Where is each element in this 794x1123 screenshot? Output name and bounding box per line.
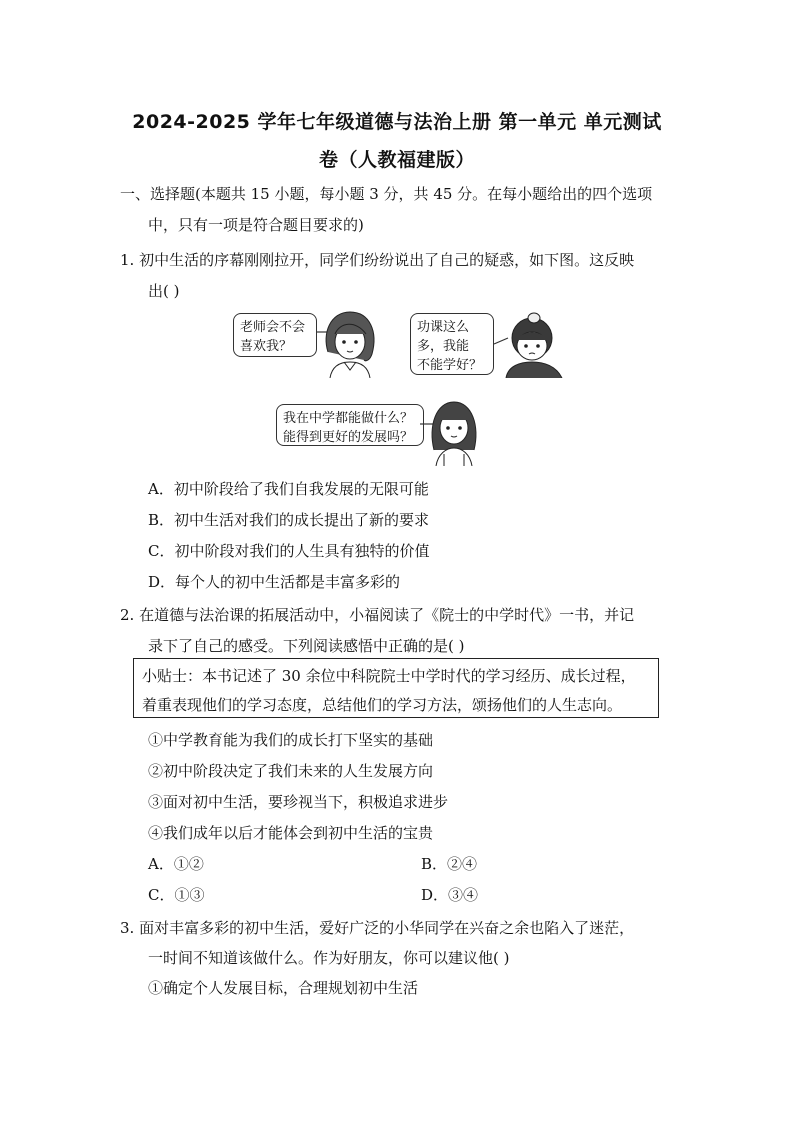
section-heading-line2: 中，只有一项是符合题目要求的) — [148, 216, 364, 234]
q1-option-d[interactable]: D．每个人的初中生活都是丰富多彩的 — [148, 573, 401, 591]
girl-long-hair-illustration — [420, 394, 486, 466]
speech-bubble-homework: 功课这么 多，我能 不能学好？ — [410, 313, 494, 375]
q1-option-c[interactable]: C．初中阶段对我们的人生具有独特的价值 — [148, 542, 430, 560]
speech-bubble-future: 我在中学都能做什么？ 能得到更好的发展吗？ — [276, 404, 424, 446]
q3-statement-1: ①确定个人发展目标，合理规划初中生活 — [148, 979, 419, 997]
q2-statement-3: ③面对初中生活，要珍视当下，积极追求进步 — [148, 793, 449, 811]
exam-title-line1: 2024-2025 学年七年级道德与法治上册 第一单元 单元测试 — [132, 111, 662, 133]
boy-illustration — [492, 304, 564, 378]
q2-stem-line1: 2. 在道德与法治课的拓展活动中，小福阅读了《院士的中学时代》一书，并记 — [120, 606, 635, 624]
tip-text-line2: 着重表现他们的学习态度，总结他们的学习方法，颂扬他们的人生志向。 — [142, 696, 623, 714]
q2-option-d[interactable]: D．③④ — [421, 886, 479, 904]
q2-statement-2: ②初中阶段决定了我们未来的人生发展方向 — [148, 762, 434, 780]
q2-statement-1: ①中学教育能为我们的成长打下坚实的基础 — [148, 731, 434, 749]
q3-stem-line1: 3. 面对丰富多彩的初中生活，爱好广泛的小华同学在兴奋之余也陷入了迷茫， — [120, 919, 635, 937]
section-heading-line1: 一、选择题(本题共 15 小题，每小题 3 分，共 45 分。在每小题给出的四个选项 — [120, 185, 653, 203]
speech-bubble-teacher: 老师会不会 喜欢我？ — [233, 313, 317, 357]
q3-stem-line2: 一时间不知道该做什么。作为好朋友，你可以建议他( ) — [148, 949, 510, 967]
exam-title-line2: 卷（人教福建版） — [318, 149, 475, 171]
q2-stem-line2: 录下了自己的感受。下列阅读感悟中正确的是( ) — [148, 637, 465, 655]
q1-option-b[interactable]: B．初中生活对我们的成长提出了新的要求 — [148, 511, 430, 529]
q1-stem-line1: 1. 初中生活的序幕刚刚拉开，同学们纷纷说出了自己的疑惑，如下图。这反映 — [120, 251, 635, 269]
q1-stem-line2: 出( ) — [148, 282, 180, 300]
q2-option-b[interactable]: B．②④ — [421, 855, 478, 873]
tip-box — [133, 658, 659, 718]
tip-text-line1: 小贴士：本书记述了 30 余位中科院院士中学时代的学习经历、成长过程， — [142, 667, 636, 685]
q2-option-a[interactable]: A．①② — [148, 855, 204, 873]
q2-statement-4: ④我们成年以后才能体会到初中生活的宝贵 — [148, 824, 434, 842]
girl-short-hair-illustration — [314, 304, 384, 378]
q1-option-a[interactable]: A．初中阶段给了我们自我发展的无限可能 — [148, 480, 429, 498]
q2-option-c[interactable]: C．①③ — [148, 886, 205, 904]
